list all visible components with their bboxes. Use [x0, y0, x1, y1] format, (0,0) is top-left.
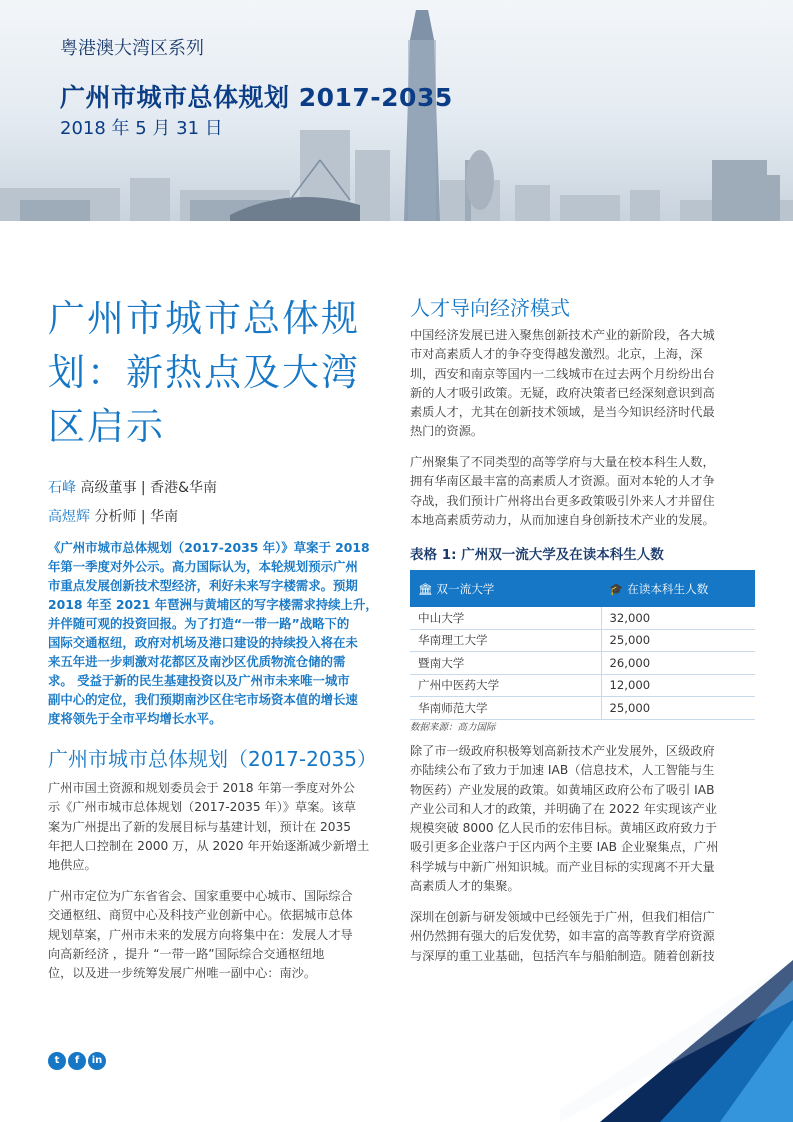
author-role: 分析师 | 华南 [90, 509, 179, 525]
table-source: 数据来源：高力国际 [410, 722, 496, 733]
body-line: 与深厚的重工业基础，包括汽车与船舶制造。随着创新技 [410, 948, 715, 963]
body-line: 向高新经济 ，提升 “一带一路”国际综合交通枢纽地 [48, 946, 325, 961]
graduation-cap-icon: 🎓 [609, 581, 624, 596]
author-name: 高煜辉 [48, 509, 90, 525]
table-title: 表格 1: 广州双一流大学及在读本科生人数 [410, 547, 664, 563]
body-line: 广州市定位为广东省省会、国家重要中心城市、国际综合 [48, 889, 353, 903]
header-label: 在读本科生人数 [627, 581, 709, 596]
body-line: 州仍然拥有强大的后发优势，如丰富的高等教育学府资源 [410, 929, 715, 944]
header-label: 双一流大学 [436, 581, 495, 596]
lead-line: 度将领先于全市平均增长水平。 [48, 711, 222, 726]
plan-paragraph-2 [48, 887, 386, 983]
lead-line: 副中心的定位，我们预期南沙区住宅市场资本值的增长速 [48, 692, 358, 707]
talent-paragraph-3 [410, 742, 755, 896]
table-header-university [410, 570, 601, 607]
article-title-line: 区启示 [48, 405, 165, 448]
table-row [410, 697, 755, 720]
table-row [410, 629, 755, 652]
students-cell: 25,000 [601, 697, 755, 720]
body-line: 吸引更多企业落户于区内两个主要 IAB 企业聚集点，广州 [410, 840, 719, 855]
university-cell: 华南理工大学 [410, 629, 601, 652]
body-line: 市对高素质人才的争夺变得越发激烈。北京，上海，深 [410, 347, 703, 362]
lead-line: 求。 受益于新的民生基建投资以及广州市未来唯一城市 [48, 673, 350, 688]
body-line: 科学城与中新广州知识城。而产业目标的实现离不开大量 [410, 859, 715, 874]
body-line: 地供应。 [48, 858, 97, 873]
body-line: 新的人才吸引政策。无疑，政府决策者已经深刻意识到高 [410, 385, 715, 400]
lead-line: 2018 年至 2021 年琶洲与黄埔区的写字楼需求持续上升， [48, 597, 378, 612]
article-title [48, 292, 388, 454]
body-line: 除了市一级政府积极筹划高新技术产业发展外，区级政府 [410, 744, 715, 758]
university-table [410, 570, 755, 720]
document-date: 2018 年 5 月 31 日 [60, 118, 223, 139]
body-line: 年把人口控制在 2000 万，从 2020 年开始逐渐减少新增土 [48, 838, 370, 853]
author-role: 高级董事 | 香港&华南 [76, 480, 217, 496]
body-line: 案为广州提出了新的发展目标与基建计划，预计在 2035 [48, 819, 352, 834]
body-line: 规模突破 8000 亿人民币的宏伟目标。黄埔区政府致力于 [410, 821, 717, 836]
body-line: 热门的资源。 [410, 424, 484, 439]
body-line: 广州聚集了不同类型的高等学府与大量在校本科生人数， [410, 455, 715, 469]
body-line: 示《广州市城市总体规划（2017-2035 年）》草案。该草 [48, 800, 356, 815]
twitter-icon[interactable]: t [48, 1052, 66, 1070]
article-title-line: 划：新热点及大湾 [48, 351, 360, 394]
body-line: 高素质人才的集聚。 [410, 879, 520, 894]
table-row [410, 652, 755, 675]
body-line: 夺战，我们预计广州将出台更多政策吸引外来人才并留住 [410, 493, 715, 508]
lead-line: 年第一季度对外公示。高力国际认为，本轮规划预示广州 [48, 559, 358, 574]
body-line: 产业公司和人才的政策，并明确了在 2022 年实现该产业 [410, 801, 717, 816]
lead-line: 《广州市城市总体规划（2017-2035 年）》草案于 2018 [48, 540, 370, 555]
section-heading-plan: 广州市城市总体规划（2017-2035） [48, 747, 378, 771]
students-cell: 32,000 [601, 607, 755, 629]
students-cell: 25,000 [601, 629, 755, 652]
article-title-line: 广州市城市总体规 [48, 297, 360, 340]
lead-line: 市重点发展创新技术型经济，利好未来写字楼需求。预期 [48, 578, 358, 593]
author-line [48, 506, 178, 526]
university-cell: 暨南大学 [410, 652, 601, 675]
body-line: 素质人才，尤其在创新技术领域，是当今知识经济时代最 [410, 405, 715, 420]
talent-paragraph-2 [410, 453, 755, 530]
university-cell: 中山大学 [410, 607, 601, 629]
talent-paragraph-4 [410, 908, 755, 966]
talent-paragraph-1 [410, 326, 755, 442]
lead-line: 来五年进一步刺激对花都区及南沙区优质物流仓储的需 [48, 654, 346, 669]
table-header-row [410, 570, 755, 607]
body-line: 圳，西安和南京等国内一二线城市在过去两个月纷纷出台 [410, 366, 715, 381]
body-line: 中国经济发展已进入聚焦创新技术产业的新阶段，各大城 [410, 328, 715, 342]
students-cell: 26,000 [601, 652, 755, 675]
body-line: 广州市国土资源和规划委员会于 2018 年第一季度对外公 [48, 781, 355, 795]
table-row [410, 607, 755, 629]
table-header-students [601, 570, 755, 607]
lead-paragraph [48, 538, 386, 728]
document-title: 广州市城市总体规划 2017-2035 [60, 83, 453, 112]
section-heading-talent: 人才导向经济模式 [410, 296, 570, 320]
body-line: 拥有华南区最丰富的高素质人才资源。面对本轮的人才争 [410, 474, 715, 489]
body-line: 交通枢纽、商贸中心及科技产业创新中心。依据城市总体 [48, 908, 353, 923]
body-line: 亦陆续公布了致力于加速 IAB（信息技术，人工智能与生 [410, 763, 715, 778]
body-line: 物医药）产业发展的政策。如黄埔区政府公布了吸引 IAB [410, 782, 715, 797]
corner-decoration [560, 960, 793, 1122]
body-line: 本地高素质劳动力，从而加速自身创新技术产业的发展。 [410, 512, 715, 527]
lead-line: 并伴随可观的投资回报。为了打造“一带一路”战略下的 [48, 616, 350, 631]
author-line [48, 477, 217, 497]
university-cell: 华南师范大学 [410, 697, 601, 720]
body-line: 深圳在创新与研发领域中已经领先于广州，但我们相信广 [410, 910, 715, 924]
series-label: 粤港澳大湾区系列 [60, 38, 204, 59]
plan-paragraph-1 [48, 779, 386, 875]
social-links [48, 1048, 108, 1070]
university-cell: 广州中医药大学 [410, 674, 601, 697]
linkedin-icon[interactable]: in [88, 1052, 106, 1070]
lead-line: 国际交通枢纽，政府对机场及港口建设的持续投入将在未 [48, 635, 358, 650]
table-row [410, 674, 755, 697]
students-cell: 12,000 [601, 674, 755, 697]
body-line: 位，以及进一步统筹发展广州唯一副中心：南沙。 [48, 966, 317, 981]
body-line: 规划草案，广州市未来的发展方向将集中在：发展人才导 [48, 927, 353, 942]
university-icon: 🏛 [418, 581, 433, 596]
author-name: 石峰 [48, 480, 76, 496]
facebook-icon[interactable]: f [68, 1052, 86, 1070]
